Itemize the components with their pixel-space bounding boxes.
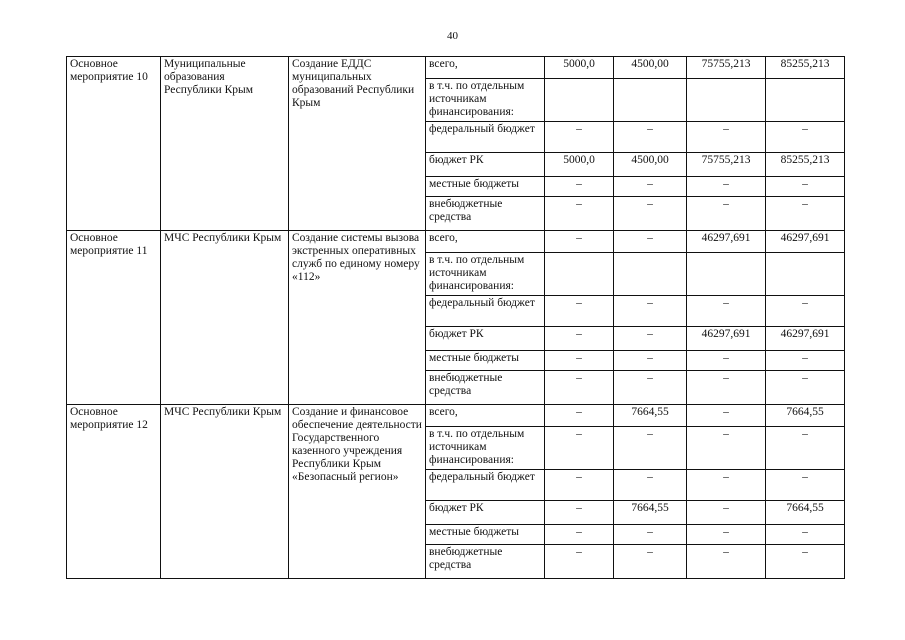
amount-cell: – (545, 351, 614, 371)
amount-cell: – (545, 122, 614, 153)
amount-cell: – (766, 427, 845, 470)
funding-source-cell: в т.ч. по отдельным источникам финансирования: (426, 79, 545, 122)
event-cell: Основное мероприятие 10 (67, 57, 161, 231)
amount-cell: – (545, 427, 614, 470)
amount-cell: – (687, 197, 766, 231)
amount-cell (545, 79, 614, 122)
funding-source-cell: всего, (426, 57, 545, 79)
amount-cell: – (687, 351, 766, 371)
amount-cell: – (614, 525, 687, 545)
amount-cell: 46297,691 (687, 231, 766, 253)
amount-cell: 4500,00 (614, 153, 687, 177)
funding-source-cell: местные бюджеты (426, 351, 545, 371)
table-row (67, 57, 845, 79)
amount-cell: – (766, 177, 845, 197)
amount-cell: – (687, 525, 766, 545)
amount-cell: – (545, 545, 614, 579)
amount-cell (614, 79, 687, 122)
amount-cell: 85255,213 (766, 57, 845, 79)
amount-cell: – (545, 231, 614, 253)
executor-cell: МЧС Республики Крым (161, 231, 289, 405)
amount-cell: – (545, 327, 614, 351)
amount-cell: – (766, 296, 845, 327)
executor-cell: Муниципальные образования Республики Крым (161, 57, 289, 231)
funding-source-cell: всего, (426, 231, 545, 253)
amount-cell: 46297,691 (766, 327, 845, 351)
amount-cell: 75755,213 (687, 57, 766, 79)
funding-source-cell: федеральный бюджет (426, 296, 545, 327)
activity-name-cell: Создание системы вызова экстренных оперативных служб по единому номеру «112» (289, 231, 426, 405)
page-number: 40 (447, 30, 458, 42)
executor-cell: МЧС Республики Крым (161, 405, 289, 579)
amount-cell: – (545, 197, 614, 231)
event-cell: Основное мероприятие 11 (67, 231, 161, 405)
amount-cell: – (545, 470, 614, 501)
amount-cell: – (614, 122, 687, 153)
amount-cell: 5000,0 (545, 57, 614, 79)
amount-cell: – (766, 545, 845, 579)
amount-cell: 7664,55 (766, 501, 845, 525)
amount-cell: 46297,691 (766, 231, 845, 253)
amount-cell: – (687, 545, 766, 579)
amount-cell: – (614, 197, 687, 231)
amount-cell: 4500,00 (614, 57, 687, 79)
amount-cell: – (614, 545, 687, 579)
amount-cell: – (545, 177, 614, 197)
amount-cell: – (545, 405, 614, 427)
amount-cell: – (614, 327, 687, 351)
amount-cell: 85255,213 (766, 153, 845, 177)
funding-source-cell: внебюджетные средства (426, 197, 545, 231)
amount-cell (545, 253, 614, 296)
funding-source-cell: в т.ч. по отдельным источникам финансирования: (426, 253, 545, 296)
amount-cell: 75755,213 (687, 153, 766, 177)
amount-cell: – (766, 371, 845, 405)
amount-cell: – (545, 296, 614, 327)
amount-cell: – (766, 122, 845, 153)
amount-cell: – (687, 501, 766, 525)
amount-cell: – (687, 296, 766, 327)
activity-name-cell: Создание ЕДДС муниципальных образований Республики Крым (289, 57, 426, 231)
amount-cell: – (614, 427, 687, 470)
amount-cell: – (614, 177, 687, 197)
amount-cell: – (545, 525, 614, 545)
funding-source-cell: федеральный бюджет (426, 122, 545, 153)
funding-source-cell: федеральный бюджет (426, 470, 545, 501)
amount-cell: – (687, 177, 766, 197)
amount-cell: – (687, 405, 766, 427)
funding-source-cell: в т.ч. по отдельным источникам финансирования: (426, 427, 545, 470)
amount-cell: – (687, 371, 766, 405)
amount-cell: – (766, 470, 845, 501)
amount-cell: – (545, 371, 614, 405)
funding-source-cell: местные бюджеты (426, 525, 545, 545)
funding-source-cell: внебюджетные средства (426, 371, 545, 405)
funding-source-cell: местные бюджеты (426, 177, 545, 197)
amount-cell: – (766, 197, 845, 231)
amount-cell: – (614, 296, 687, 327)
amount-cell: – (766, 351, 845, 371)
amount-cell: 7664,55 (614, 501, 687, 525)
amount-cell: – (687, 470, 766, 501)
funding-source-cell: бюджет РК (426, 501, 545, 525)
funding-source-cell: бюджет РК (426, 153, 545, 177)
amount-cell (766, 79, 845, 122)
amount-cell: – (687, 122, 766, 153)
amount-cell: 5000,0 (545, 153, 614, 177)
amount-cell (614, 253, 687, 296)
activity-name-cell: Создание и финансовое обеспечение деятельности Государственного казенного учреждения Республики Крым «Безопасный регион» (289, 405, 426, 579)
amount-cell: 7664,55 (614, 405, 687, 427)
amount-cell: – (687, 427, 766, 470)
amount-cell: – (545, 501, 614, 525)
amount-cell (766, 253, 845, 296)
funding-source-cell: бюджет РК (426, 327, 545, 351)
event-cell: Основное мероприятие 12 (67, 405, 161, 579)
amount-cell: – (614, 351, 687, 371)
amount-cell: – (614, 371, 687, 405)
amount-cell (687, 79, 766, 122)
amount-cell: – (766, 525, 845, 545)
table-row (67, 231, 845, 253)
amount-cell: – (614, 470, 687, 501)
amount-cell: – (614, 231, 687, 253)
funding-source-cell: внебюджетные средства (426, 545, 545, 579)
amount-cell: 7664,55 (766, 405, 845, 427)
table-row (67, 405, 845, 427)
funding-source-cell: всего, (426, 405, 545, 427)
budget-table-body (67, 57, 845, 579)
budget-table (66, 56, 845, 579)
amount-cell (687, 253, 766, 296)
amount-cell: 46297,691 (687, 327, 766, 351)
